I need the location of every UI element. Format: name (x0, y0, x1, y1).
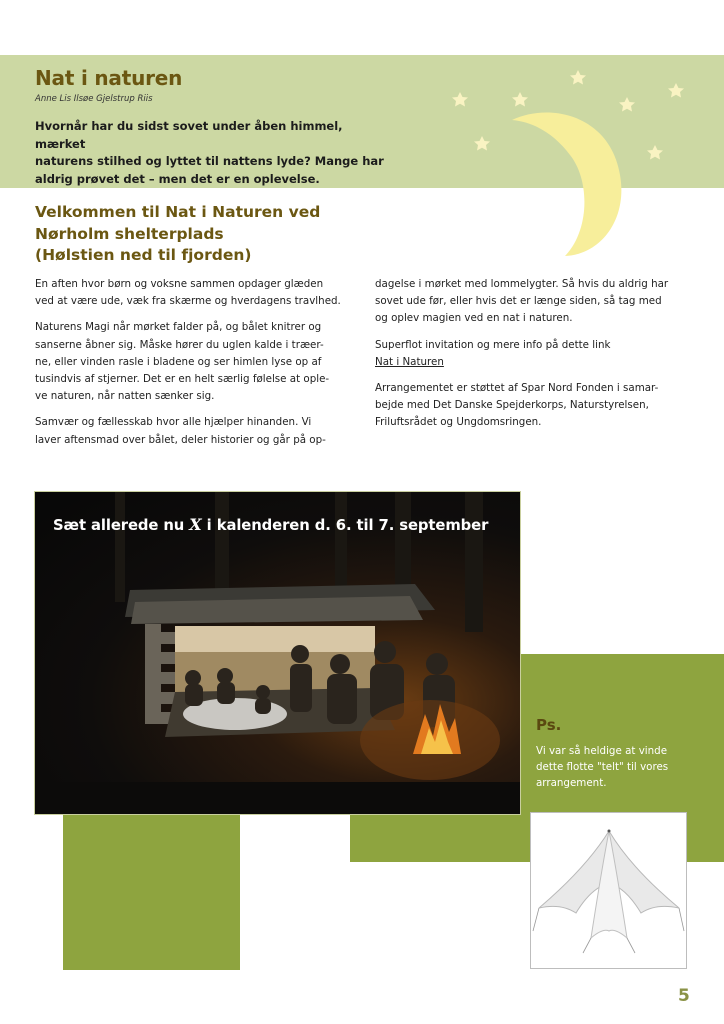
star-icon (570, 70, 586, 85)
nat-i-naturen-link[interactable]: Nat i Naturen (375, 355, 444, 368)
paragraph: Superflot invitation og mere info på dette link Nat i Naturen (375, 337, 691, 371)
subheading-line: Nørholm shelterplads (35, 224, 224, 243)
ps-text: Vi var så heldige at vinde dette flotte "telt" til vores arrangement. (536, 745, 669, 789)
shelter-scene-illustration (35, 492, 521, 815)
x-mark-symbol: X (189, 515, 202, 534)
crescent-moon (512, 113, 621, 256)
star-icon (647, 145, 663, 160)
campfire-photo (34, 491, 521, 815)
ps-heading: Ps. (536, 716, 562, 734)
star-icon (474, 136, 490, 151)
star-icon (668, 83, 684, 98)
intro-line: Hvornår har du sidst sovet under åben himmel, mærket (35, 119, 343, 151)
author-byline: Anne Lis Ilsøe Gjelstrup Riis (35, 94, 153, 104)
paragraph: Naturens Magi når mørket falder på, og bålet knitrer og sanserne åbner sig. Måske hører du uglen kalde i træer- ne, eller vinden rasle i bladene og ser himlen lyse op af tusindvis af stjerner. Det er en helt særlig følelse at ople- ve naturen, når natten sænker sig. (35, 321, 330, 403)
subheading-line: Velkommen til Nat i Naturen ved (35, 203, 321, 221)
section-subheading (35, 202, 355, 267)
intro-text (35, 118, 395, 188)
tent-photo (530, 812, 687, 969)
star-tent-illustration (531, 813, 686, 968)
star-icon (619, 97, 635, 112)
article-title: Nat i naturen (35, 66, 183, 90)
paragraph: dagelse i mørket med lommelygter. Så hvis du aldrig har sovet ude før, eller hvis det er længe siden, så tag med og oplev magien ved en nat i naturen. (375, 278, 669, 325)
green-block-left (63, 805, 240, 970)
body-column-right (375, 276, 691, 441)
photo-caption: Sæt allerede nu X i kalenderen d. 6. til 7. september (53, 515, 489, 534)
paragraph: Samvær og fællesskab hvor alle hjælper hinanden. Vi laver aftensmad over bålet, deler historier og går på op- (35, 416, 326, 446)
subheading-line: (Hølstien ned til fjorden) (35, 246, 252, 264)
moon-and-stars-illustration (440, 60, 724, 260)
intro-line: aldrig prøvet det – men det er en oplevelse. (35, 171, 320, 186)
body-column-left (35, 276, 353, 458)
paragraph: Arrangementet er støttet af Spar Nord Fonden i samar- bejde med Det Danske Spejderkorps, Naturstyrelsen, Friluftsrådet og Ungdomsringen. (375, 382, 659, 429)
star-icon (512, 92, 528, 107)
paragraph: En aften hvor børn og voksne sammen opdager glæden ved at være ude, væk fra skærme og hverdagens travlhed. (35, 278, 341, 308)
page-number: 5 (678, 986, 690, 1006)
intro-line: naturens stilhed og lyttet til nattens lyde? Mange har (35, 154, 384, 168)
star-icon (452, 92, 468, 107)
